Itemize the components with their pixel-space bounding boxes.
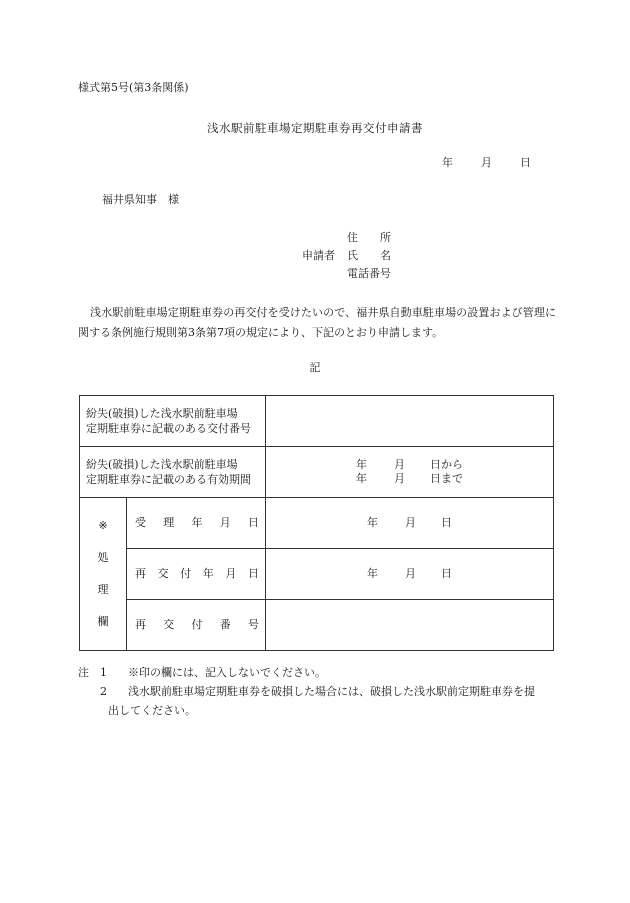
label-char: 再 (135, 618, 146, 632)
label-char: 受 (135, 516, 146, 530)
note-continuation: 出してください。 (108, 704, 196, 717)
year-label: 年 (367, 516, 378, 530)
applicant-role-label: 申請者 (302, 249, 335, 262)
reissue-date-label (127, 549, 266, 600)
body-text: 浅水駅前駐車場定期駐車券の再交付を受けたいので、福井県自動車駐車場の設置および管理に関する条例施行規則第3条第7項の規定により、下記のとおり申請します。 (78, 306, 556, 339)
day-suffix: 日から (430, 458, 463, 471)
table-row (80, 396, 554, 447)
label-char: 日 (248, 516, 259, 530)
applicant-address-label: 住 所 (347, 231, 391, 244)
note-number: 2 (100, 685, 107, 698)
mark-char: 欄 (97, 615, 109, 628)
month-label: 月 (405, 567, 416, 581)
lost-ticket-period-label (80, 447, 266, 498)
label-char: 月 (219, 516, 231, 530)
period-to (266, 472, 553, 486)
table-row (80, 549, 554, 600)
note-text: ※印の欄には、記入しないでください。 (128, 666, 326, 679)
processing-column-label (80, 498, 127, 651)
date-day-label: 日 (520, 156, 531, 169)
lost-ticket-number-label (80, 396, 266, 447)
reissue-number-field[interactable] (266, 600, 554, 651)
mark-char: 処 (97, 551, 109, 564)
label-char: 付 (191, 618, 203, 632)
month-label: 月 (405, 516, 416, 530)
label-char: 交 (163, 618, 175, 632)
label-char: 再 (135, 567, 146, 581)
table-row (80, 498, 554, 549)
ticket-number-field[interactable] (266, 396, 554, 447)
applicant-name-label: 氏 名 (347, 249, 391, 262)
label-line: 紛失(破損)した浅水駅前駐車場 (86, 458, 238, 471)
document-title: 浅水駅前駐車場定期駐車券再交付申請書 (207, 121, 423, 135)
application-date (442, 156, 531, 169)
period-from (266, 458, 553, 472)
month-label: 月 (394, 472, 405, 485)
year-label: 年 (356, 472, 367, 485)
label-line: 紛失(破損)した浅水駅前駐車場 (86, 407, 238, 420)
mark-reference: ※ (98, 519, 108, 532)
label-char: 付 (180, 567, 192, 581)
table-row (80, 447, 554, 498)
label-char: 号 (248, 618, 259, 632)
table-row (80, 600, 554, 651)
label-char: 月 (225, 567, 237, 581)
date-year-label: 年 (442, 156, 453, 169)
validity-period-field[interactable] (266, 447, 554, 498)
label-char: 年 (202, 567, 214, 581)
note-ki: 記 (309, 361, 321, 374)
applicant-phone-label: 電話番号 (347, 267, 391, 280)
reissue-date-field[interactable] (266, 549, 554, 600)
notes (78, 663, 558, 720)
day-suffix: 日まで (430, 472, 463, 485)
label-line: 定期駐車券に記載のある交付番号 (86, 422, 251, 435)
receipt-date-field[interactable] (266, 498, 554, 549)
date-month-label: 月 (481, 156, 492, 169)
reissue-number-label (127, 600, 266, 651)
receipt-date-label (127, 498, 266, 549)
form-number: 様式第5号(第3条関係) (78, 81, 189, 94)
mark-char: 理 (97, 583, 109, 596)
label-char: 交 (157, 567, 169, 581)
label-char: 日 (247, 567, 259, 581)
year-label: 年 (367, 567, 378, 581)
note-text: 浅水駅前駐車場定期駐車券を破損した場合には、破損した浅水駅前定期駐車券を提 (128, 685, 535, 698)
addressee: 福井県知事 様 (102, 193, 179, 206)
label-char: 番 (219, 618, 231, 632)
note-item (78, 663, 558, 682)
note-item (78, 682, 558, 701)
label-line: 定期駐車券に記載のある有効期間 (86, 473, 251, 486)
label-char: 理 (163, 516, 175, 530)
year-label: 年 (356, 458, 367, 471)
month-label: 月 (394, 458, 405, 471)
application-table (79, 395, 554, 651)
day-label: 日 (441, 567, 452, 581)
notes-prefix: 注 (78, 666, 89, 679)
day-label: 日 (441, 516, 452, 530)
note-number: 1 (100, 666, 107, 679)
label-char: 年 (191, 516, 203, 530)
